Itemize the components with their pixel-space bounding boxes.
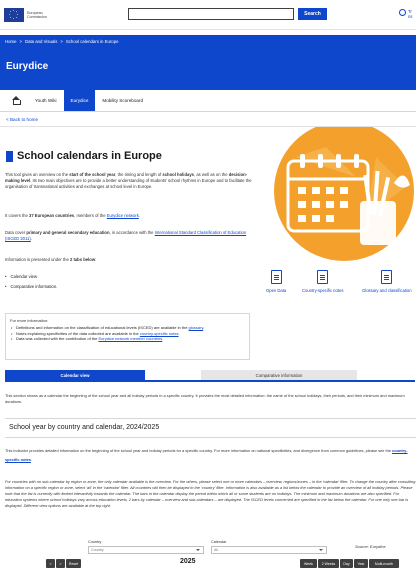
country-select[interactable]: Country [88,546,204,554]
view-year-button[interactable]: Year [354,559,368,568]
glossary-link[interactable] [362,270,412,293]
list-item: • Comparative information. [5,282,255,292]
view-day-button[interactable]: Day [340,559,353,568]
isced-link[interactable]: International Standard Classification of Education (ISCED 2011) [5,230,247,241]
intro-paragraph-2 [5,213,255,219]
search-button[interactable]: Search [298,8,327,20]
text: . [178,330,180,336]
text: , as well as on the [194,172,229,177]
reset-button[interactable]: Reset [66,559,81,568]
tabs-description-list [5,272,255,292]
member-countries-link[interactable]: Eurydice network member countries [98,336,163,342]
logo-text [27,11,47,19]
search-form [128,8,327,20]
next-button[interactable]: > [56,559,65,568]
calendar-select[interactable]: All [211,546,327,554]
more-info-list [10,325,245,342]
site-title-bar [0,48,416,90]
breadcrumb [0,35,416,48]
calendar-illustration [256,127,416,265]
calendar-filter-label: Calendar [211,540,227,544]
text: , members of the [74,213,107,218]
list-item [10,336,245,342]
section-intro [5,446,415,464]
text: Data cover [5,230,27,235]
text: Notes explaining specificities of the data collected are available in the [16,330,140,336]
intro-paragraph-3 [5,230,255,242]
intro-paragraph-4 [5,257,255,263]
breadcrumb-current: School calendars in Europe [65,39,119,44]
page-title [6,150,162,162]
quick-link-label: Open Data [266,288,287,293]
language-label-line: Tr [408,9,412,14]
open-data-link[interactable] [266,270,286,293]
text: , in accordance with the [109,230,155,235]
nav-home[interactable] [4,90,28,111]
logo-line: European [27,10,43,15]
calendar-year: 2025 [180,558,196,565]
source-label: Source: Eurydice. [355,544,387,549]
title-accent-bar [6,151,13,162]
quick-link-label: Country-specific notes [302,288,344,293]
text: Data was collected with the contribution of the [16,336,99,342]
text-bold: decision-making level [5,172,248,183]
text: , the timing and length of [115,172,163,177]
text: . [30,457,33,462]
main-nav [0,90,416,112]
text: . [162,336,164,342]
view-multi-month-button[interactable]: Multi-month [369,559,399,568]
text: Definitions and information on the classification of educational levels (ISCED) are available in the [16,325,189,330]
text-bold: 37 European countries [28,213,75,218]
document-icon [381,270,392,284]
view-tabs [5,370,415,382]
country-filter-label: Country [88,540,102,544]
text: . Its two main objectives are to provide a better understanding of students' school rhythms in Europe and to facilitate the organisation of transnational activities and exchanges at school level in Europe. [5,178,252,189]
eu-logo[interactable] [4,8,54,22]
page-title-text: School calendars in Europe [17,150,162,162]
language-selector[interactable] [399,9,412,19]
breadcrumb-separator: > [19,39,22,44]
view-week-button[interactable]: Week [300,559,317,568]
more-info-heading: For more information: [10,318,49,323]
text: It covers the [5,213,29,218]
eurydice-network-link[interactable]: Eurydice network [106,213,139,218]
section-title: School year by country and calendar, 2024/2025 [9,424,160,431]
more-information-box [5,313,250,360]
country-notes-inline-link[interactable]: country-specific notes [139,330,179,336]
text: : [95,257,97,262]
nav-mobility-scoreboard[interactable]: Mobility Scoreboard [102,98,144,103]
text: This indicator provides detailed information on the beginning of the school year and holiday periods for a specific country. For more information on national specificities, and divergence from common guidelines, please see the [5,448,393,453]
language-label-line: ns [408,14,413,19]
nav-eurydice[interactable]: Eurydice [64,90,96,111]
text: . [30,236,32,241]
home-icon [11,96,21,105]
eu-flag-icon [4,8,24,22]
nav-youth-wiki[interactable]: Youth Wiki [35,98,57,103]
back-to-home-link[interactable]: < Back to home [6,117,39,122]
text-bold: primary and general secondary education [26,230,110,235]
search-input[interactable] [128,8,294,20]
document-icon [271,270,282,284]
tab-comparative-information[interactable]: Comparative information [201,370,357,380]
calendar-intro: This section shows as a calendar the beginning of the school year and all holiday periods in a specific country. It provides the most detailed information: the name of the school holidays, their periods, and their minimum and maximum durations. [5,393,405,404]
prev-button[interactable]: < [46,559,55,568]
document-icon [317,270,328,284]
text: . [138,213,141,218]
country-specific-notes-link[interactable] [302,270,343,293]
site-title[interactable]: Eurydice [6,61,49,72]
breadcrumb-separator: > [60,39,63,44]
breadcrumb-home[interactable]: Home [5,39,17,44]
text: . [203,325,205,330]
logo-line: Commission [27,15,47,19]
text-bold: 2 tabs below [69,257,96,262]
list-item: • Calendar view [5,272,255,282]
calendar-instructions: For countries with no sub-calendar by region or zone, the only calendar available is the overview. For the others, please select one or more calendars – overview, regions/zones – in the 'calendar' filter. To change the country after consulting information on a specific region or zone, select 'all' in the 'calendar' filter. All countries will then be displayed in the 'country' filter. Information is also available as a list below the calendar to provide an overview of all holiday periods. Please note that the list is currently with limited interactivity towards the calendar. The bars in the calendar display the period within which all or some students are on holidays. The minimum and maximum durations are also specified. For education systems where school holidays vary across education levels, 2 bars by calendar – overview and sub-calendars – are displayed. The ISCED levels concerned are specified in the list below the calendar. For one only one bar is displayed. Different view options are available at the top right. [5,479,416,508]
tab-calendar-view[interactable]: Calendar view [5,370,145,380]
intro-paragraph-1 [5,172,255,190]
text-bold: school holidays [162,172,195,177]
quick-link-label: Glossary and classification [362,288,412,293]
view-2-weeks-button[interactable]: 2 Weeks [318,559,339,568]
site-header [0,0,416,30]
divider [5,437,416,438]
globe-icon [399,9,406,16]
glossary-inline-link[interactable]: glossary [188,325,204,330]
text: This tool gives an overview on the [5,172,70,177]
text-bold: start of the school year [69,172,116,177]
breadcrumb-data-and-visuals[interactable]: Data and Visuals [24,39,58,44]
country-specific-notes-inline-link[interactable]: country-specific notes [5,448,408,462]
divider [5,418,416,419]
language-label [408,9,412,19]
text: Information is presented under the [5,257,70,262]
